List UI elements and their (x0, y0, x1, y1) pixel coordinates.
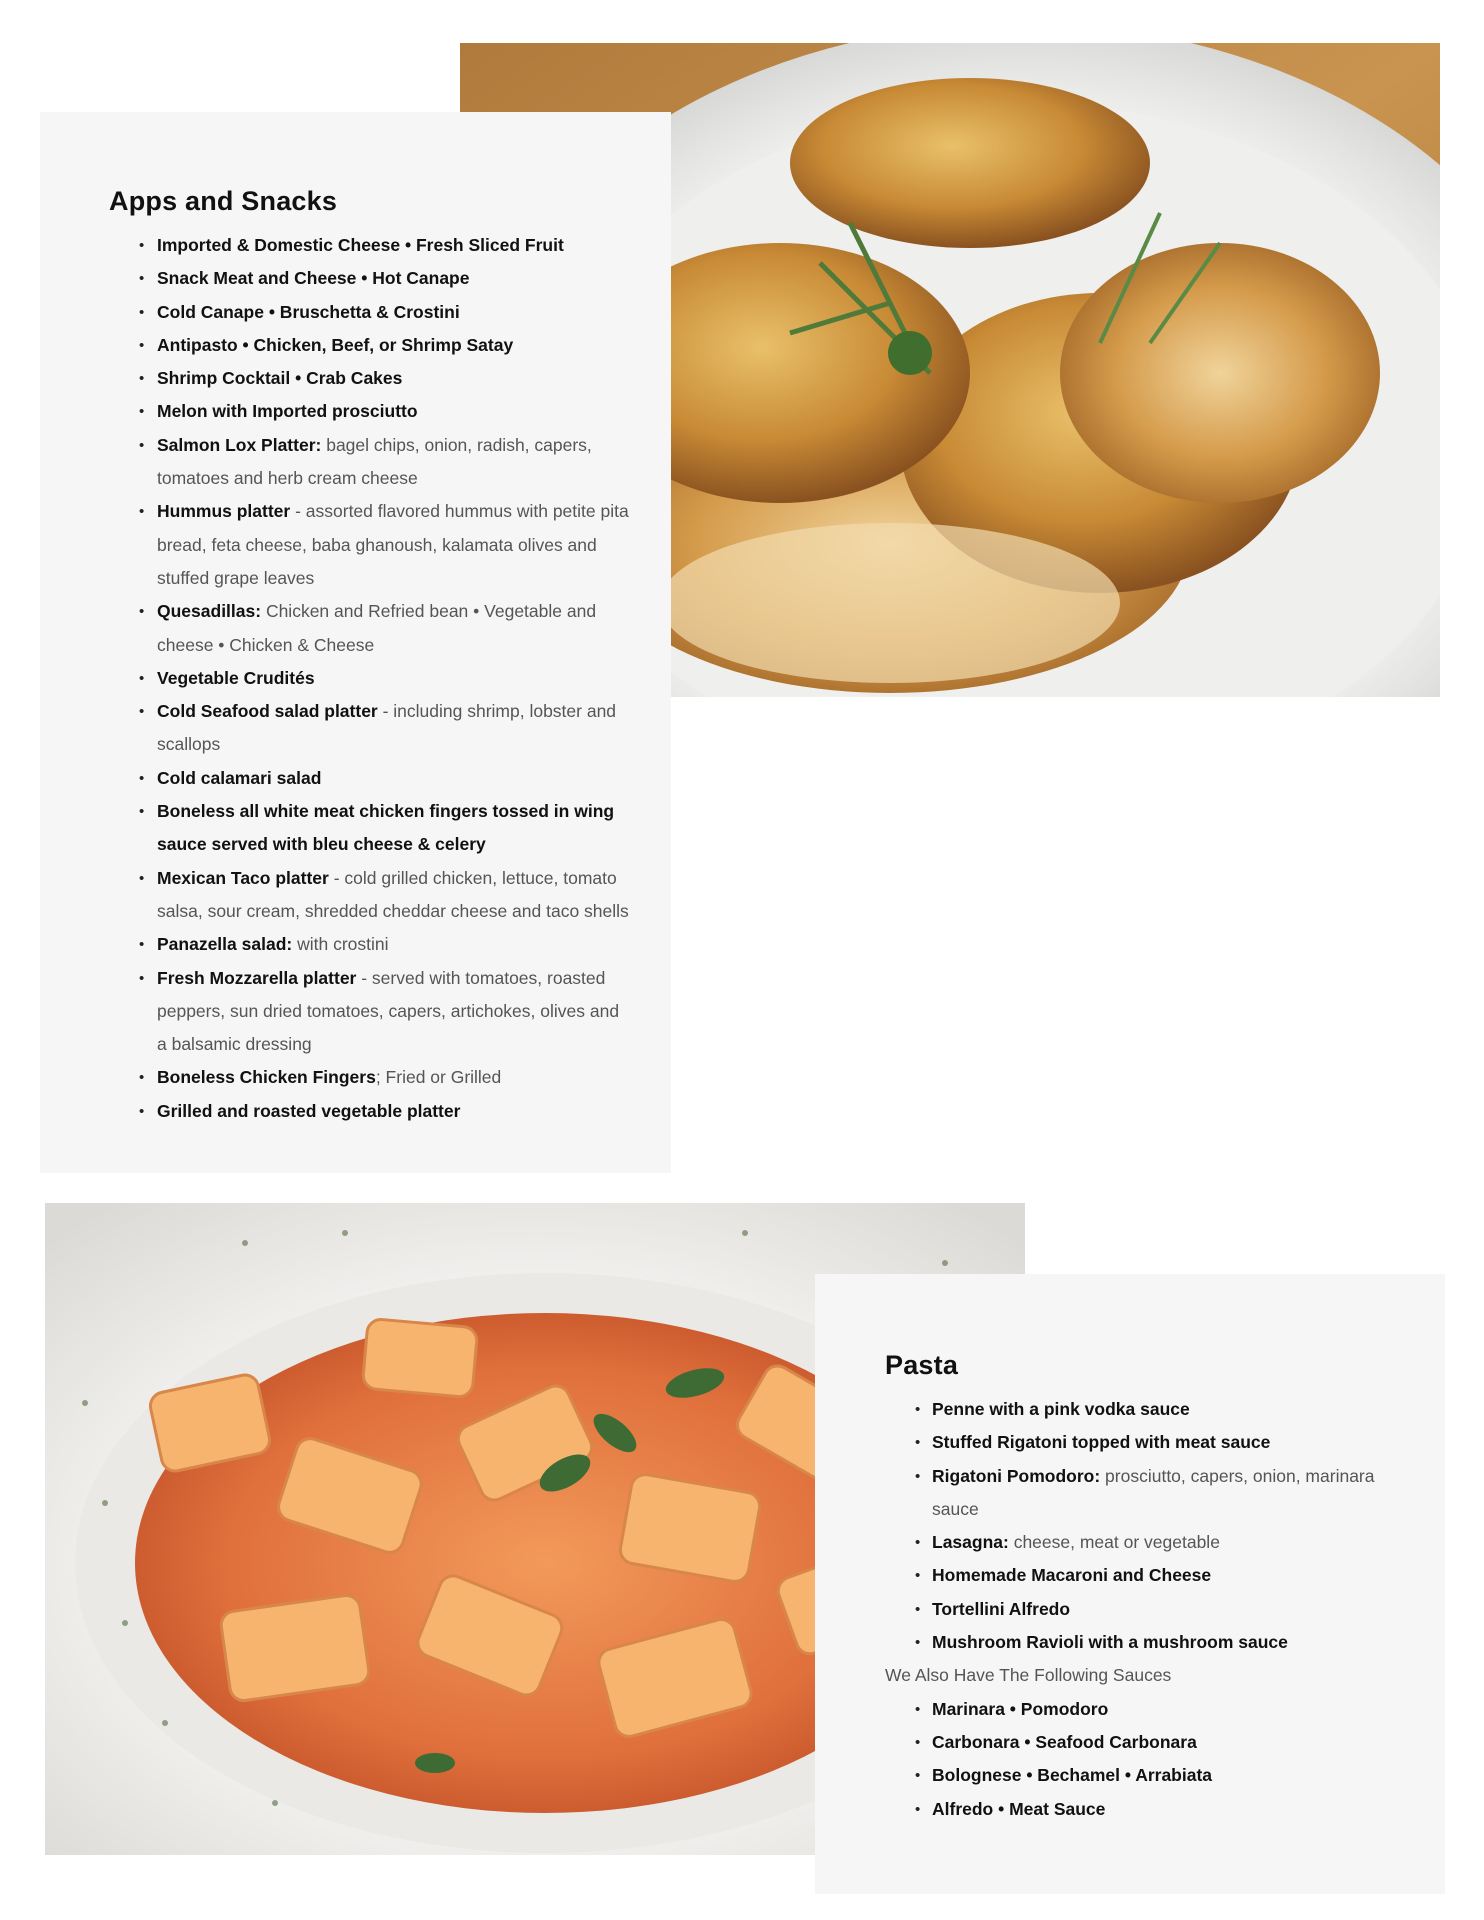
item-description: ; Fried or Grilled (375, 1067, 502, 1088)
item-name: Bolognese • Bechamel • Arrabiata (932, 1765, 1213, 1786)
pasta-menu-item (885, 1460, 1405, 1527)
sauce-item (885, 1793, 1405, 1826)
item-description: Chicken and Refried bean • Vegetable and cheese • Chicken & Cheese (157, 601, 597, 655)
apps-menu-item (109, 595, 631, 662)
apps-menu-item (109, 962, 631, 1062)
item-name: Cold Seafood salad platter (157, 701, 378, 722)
item-name: Mushroom Ravioli with a mushroom sauce (932, 1632, 1288, 1653)
apps-menu-item (109, 862, 631, 929)
apps-menu-item (109, 662, 631, 695)
apps-menu-item (109, 1061, 631, 1094)
apps-menu-item (109, 329, 631, 362)
apps-menu-item (109, 762, 631, 795)
item-description: cheese, meat or vegetable (1008, 1532, 1220, 1553)
item-description: - cold grilled chicken, lettuce, tomato salsa, sour cream, shredded cheddar cheese and taco shells (157, 867, 629, 921)
item-name: Hummus platter (157, 501, 291, 522)
item-name: Quesadillas: (157, 601, 262, 622)
sauces-menu-list (885, 1693, 1405, 1826)
item-description: - including shrimp, lobster and scallops (157, 701, 617, 755)
item-name: Lasagna: (932, 1532, 1009, 1553)
item-name: Shrimp Cocktail • Crab Cakes (157, 368, 403, 389)
pasta-section-title: Pasta (885, 1350, 959, 1380)
apps-menu-item (109, 429, 631, 496)
item-name: Cold Canape • Bruschetta & Crostini (157, 301, 460, 322)
item-name: Rigatoni Pomodoro: (932, 1465, 1101, 1486)
sauce-item (885, 1726, 1405, 1759)
item-name: Antipasto • Chicken, Beef, or Shrimp Satay (157, 334, 514, 355)
apps-menu-item (109, 229, 631, 262)
item-name: Mexican Taco platter (157, 867, 329, 888)
apps-and-snacks-panel (40, 112, 671, 1173)
item-name: Homemade Macaroni and Cheese (932, 1565, 1212, 1586)
item-name: Melon with Imported prosciutto (157, 401, 418, 422)
item-name: Carbonara • Seafood Carbonara (932, 1731, 1197, 1752)
sauces-intro: We Also Have The Following Sauces (885, 1665, 1172, 1686)
apps-menu-item (109, 362, 631, 395)
item-name: Fresh Mozzarella platter (157, 967, 357, 988)
apps-menu-item (109, 395, 631, 428)
apps-menu-item (109, 262, 631, 295)
item-name: Stuffed Rigatoni topped with meat sauce (932, 1432, 1271, 1453)
item-name: Alfredo • Meat Sauce (932, 1798, 1106, 1819)
item-name: Cold calamari salad (157, 767, 322, 788)
pasta-panel (815, 1274, 1445, 1894)
sauce-item (885, 1693, 1405, 1726)
item-name: Boneless Chicken Fingers (157, 1067, 376, 1088)
apps-section-title: Apps and Snacks (109, 186, 338, 216)
pasta-menu-item (885, 1426, 1405, 1459)
apps-menu-item (109, 296, 631, 329)
apps-menu-item (109, 795, 631, 862)
item-description: bagel chips, onion, radish, capers, tomatoes and herb cream cheese (157, 434, 592, 489)
item-name: Imported & Domestic Cheese • Fresh Sliced Fruit (157, 235, 564, 255)
pasta-menu-item (885, 1559, 1405, 1592)
apps-menu-item (109, 928, 631, 961)
item-name: Snack Meat and Cheese • Hot Canape (157, 268, 470, 289)
item-description: - assorted flavored hummus with petite pita bread, feta cheese, baba ghanoush, kalamata olives and stuffed grape leaves (157, 501, 629, 588)
item-name: Vegetable Crudités (157, 667, 315, 688)
item-name: Marinara • Pomodoro (932, 1698, 1109, 1719)
item-description: prosciutto, capers, onion, marinara sauce (932, 1465, 1375, 1519)
pasta-menu-item (885, 1593, 1405, 1626)
item-name: Boneless all white meat chicken fingers tossed in wing sauce served with bleu cheese & celery (157, 801, 615, 855)
apps-menu-item (109, 495, 631, 595)
item-name: Grilled and roasted vegetable platter (157, 1100, 461, 1121)
apps-menu-item (109, 1095, 631, 1128)
item-name: Panazella salad: (157, 934, 293, 955)
pasta-menu-list (885, 1393, 1405, 1659)
item-name: Tortellini Alfredo (932, 1598, 1071, 1619)
pasta-menu-item (885, 1393, 1405, 1426)
item-name: Salmon Lox Platter: (157, 434, 322, 455)
pasta-menu-item (885, 1626, 1405, 1659)
apps-menu-item (109, 695, 631, 762)
pasta-menu-item (885, 1526, 1405, 1559)
apps-menu-list (109, 229, 631, 1128)
item-description: - served with tomatoes, roasted peppers, sun dried tomatoes, capers, artichokes, olives and a balsamic dressing (157, 967, 620, 1055)
item-name: Penne with a pink vodka sauce (932, 1399, 1190, 1419)
sauce-item (885, 1759, 1405, 1792)
item-description: with crostini (292, 934, 389, 955)
